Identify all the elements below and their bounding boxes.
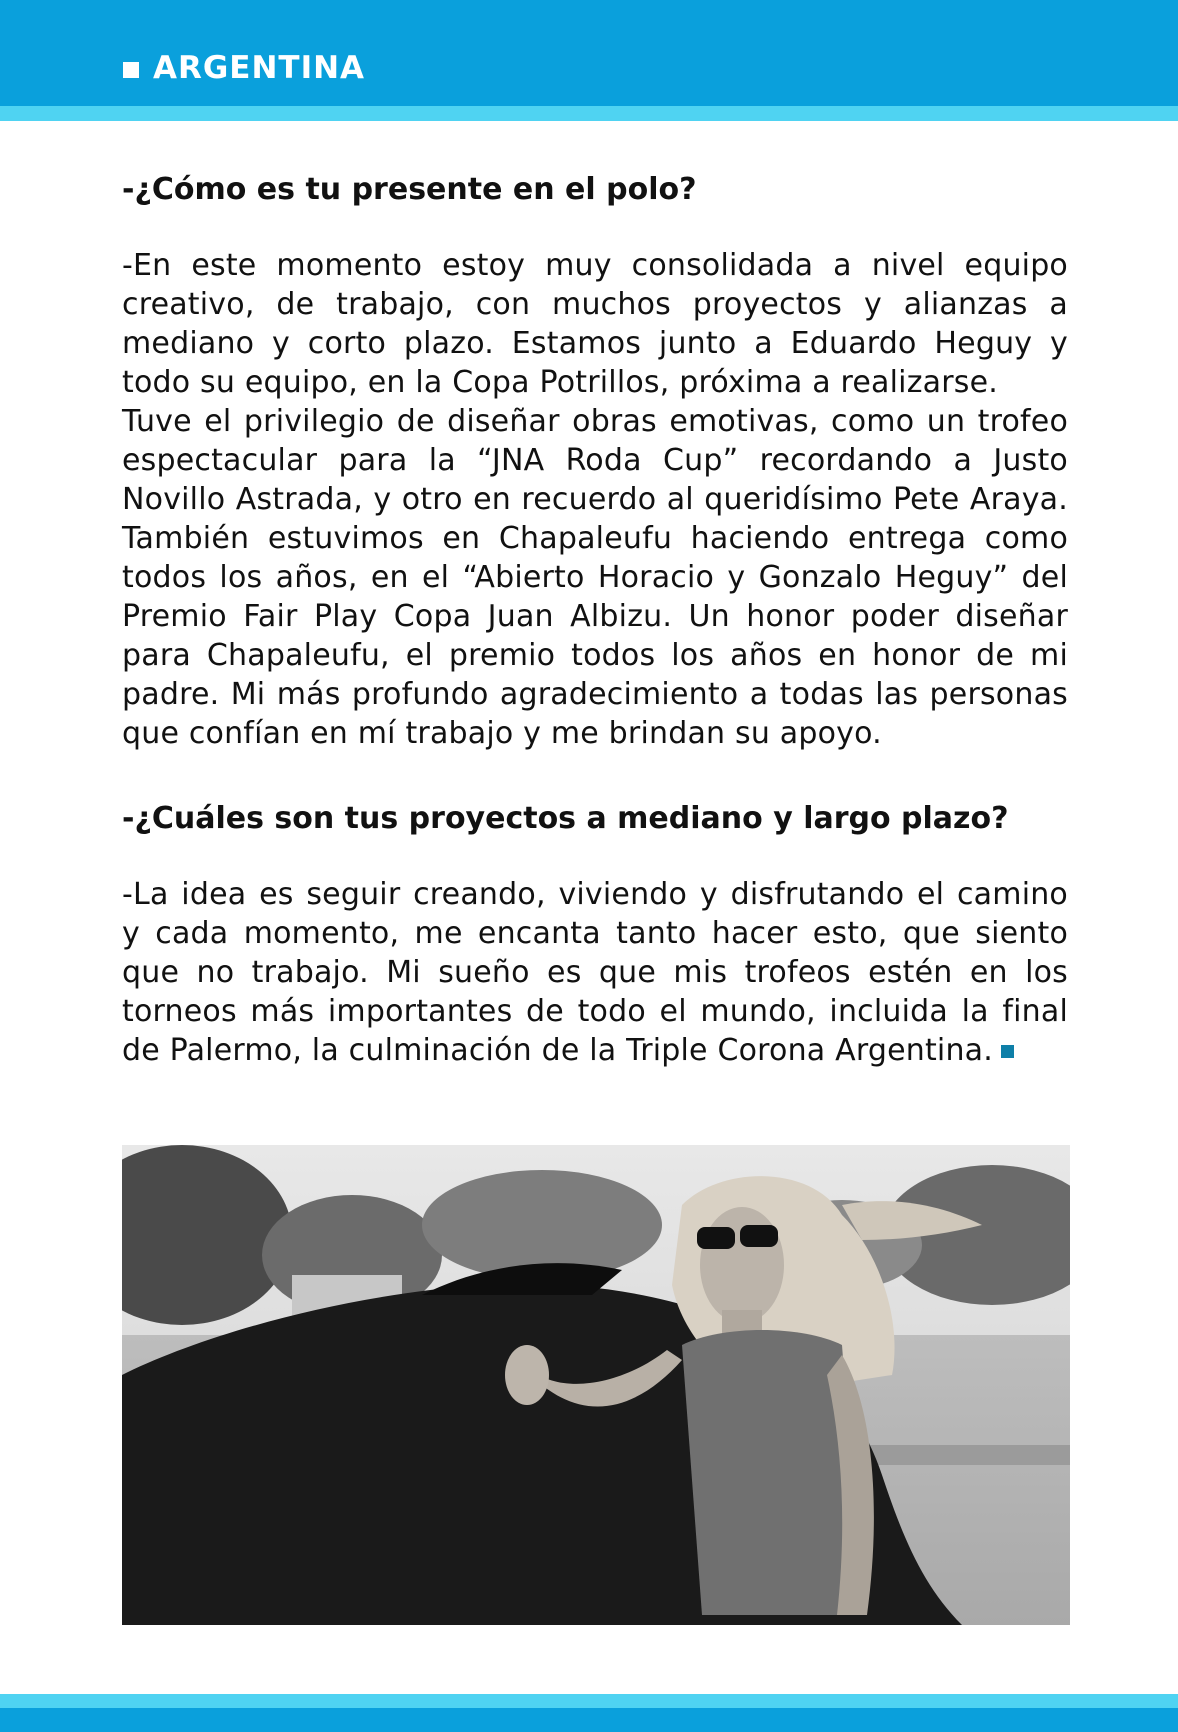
end-mark-icon (1001, 1045, 1014, 1058)
answer-2-paragraph-1 (122, 875, 1068, 1070)
question-2: -¿Cuáles son tus proyectos a mediano y largo plazo? (122, 801, 1009, 836)
answer-2-text: -La idea es seguir creando, viviendo y disfrutando el camino y cada momento, me encanta tanto hacer esto, que siento que no trabajo. Mi sueño es que mis trofeos estén en los torneos más importantes de todo el mundo, incluida la final de Palermo, la culminación de la Triple Corona Argentina. (122, 877, 1068, 1068)
section-marker-icon (123, 62, 139, 78)
answer-1-paragraph-2: Tuve el privilegio de diseñar obras emotivas, como un trofeo espectacular para la “JNA Roda Cup” recordando a Justo Novillo Astrada, y otro en recuerdo al queridísimo Pete Araya. También estuvimos en Chapaleufu haciendo entrega como todos los años, en el “Abierto Horacio y Gonzalo Heguy” del Premio Fair Play Copa Juan Albizu. Un honor poder diseñar para Chapaleufu, el premio todos los años en honor de mi padre. Mi más profundo agradecimiento a todas las personas que confían en mí trabajo y me brindan su apoyo. (122, 404, 1068, 751)
woman-with-horse-photo-icon (122, 1145, 1070, 1625)
footer-stripe (0, 1694, 1178, 1708)
answer-1-paragraph-1: -En este momento estoy muy consolidada a nivel equipo creativo, de trabajo, con muchos proyectos y alianzas a mediano y corto plazo. Estamos junto a Eduardo Heguy y todo su equipo, en la Copa Potrillos, próxima a realizarse. (122, 248, 1068, 400)
question-1: -¿Cómo es tu presente en el polo? (122, 172, 697, 207)
header-stripe (0, 106, 1178, 121)
section-label: ARGENTINA (153, 50, 366, 86)
article-photo (122, 1145, 1070, 1625)
answer-1 (122, 246, 1068, 753)
footer-bar (0, 1708, 1178, 1732)
answer-2 (122, 875, 1068, 1070)
article-body (122, 170, 1068, 1116)
